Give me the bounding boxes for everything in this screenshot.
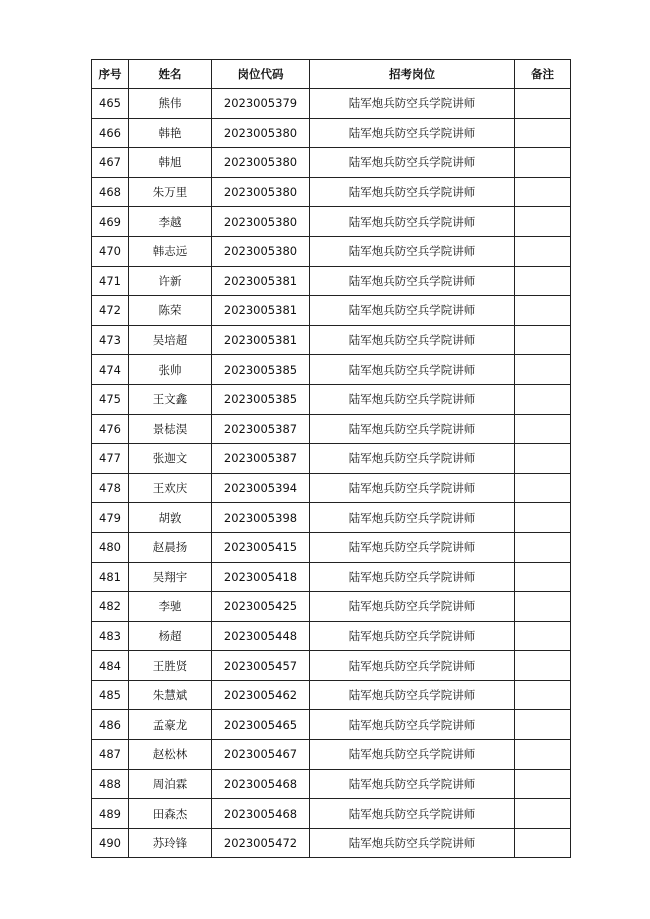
cell-recruitment-position: 陆军炮兵防空兵学院讲师: [310, 651, 515, 681]
cell-recruitment-position: 陆军炮兵防空兵学院讲师: [310, 592, 515, 622]
cell-name: 李驰: [129, 592, 212, 622]
cell-serial-number: 485: [92, 680, 129, 710]
cell-position-code: 2023005467: [212, 740, 310, 770]
cell-serial-number: 469: [92, 207, 129, 237]
table-row: [92, 384, 571, 414]
cell-serial-number: 471: [92, 266, 129, 296]
cell-position-code: 2023005472: [212, 828, 310, 858]
cell-serial-number: 490: [92, 828, 129, 858]
cell-remarks: [515, 266, 571, 296]
cell-recruitment-position: 陆军炮兵防空兵学院讲师: [310, 355, 515, 385]
cell-remarks: [515, 89, 571, 119]
table-row: [92, 621, 571, 651]
cell-serial-number: 475: [92, 384, 129, 414]
cell-name: 田森杰: [129, 799, 212, 829]
cell-name: 许新: [129, 266, 212, 296]
cell-remarks: [515, 207, 571, 237]
cell-name: 张迦文: [129, 444, 212, 474]
cell-name: 吴翔宇: [129, 562, 212, 592]
cell-serial-number: 480: [92, 532, 129, 562]
table-row: [92, 266, 571, 296]
cell-recruitment-position: 陆军炮兵防空兵学院讲师: [310, 532, 515, 562]
cell-serial-number: 467: [92, 148, 129, 178]
table-row: [92, 769, 571, 799]
table-row: [92, 740, 571, 770]
cell-name: 赵晨扬: [129, 532, 212, 562]
cell-serial-number: 477: [92, 444, 129, 474]
cell-remarks: [515, 799, 571, 829]
cell-position-code: 2023005387: [212, 414, 310, 444]
cell-serial-number: 479: [92, 503, 129, 533]
cell-recruitment-position: 陆军炮兵防空兵学院讲师: [310, 207, 515, 237]
cell-position-code: 2023005398: [212, 503, 310, 533]
table-row: [92, 207, 571, 237]
cell-remarks: [515, 503, 571, 533]
cell-recruitment-position: 陆军炮兵防空兵学院讲师: [310, 414, 515, 444]
cell-name: 朱慧斌: [129, 680, 212, 710]
header-recruitment-position: 招考岗位: [310, 60, 515, 89]
cell-position-code: 2023005380: [212, 148, 310, 178]
table-row: [92, 296, 571, 326]
cell-position-code: 2023005457: [212, 651, 310, 681]
cell-name: 周泊霖: [129, 769, 212, 799]
cell-name: 朱万里: [129, 177, 212, 207]
table-row: [92, 444, 571, 474]
cell-position-code: 2023005468: [212, 799, 310, 829]
cell-recruitment-position: 陆军炮兵防空兵学院讲师: [310, 621, 515, 651]
table-body: [92, 89, 571, 858]
cell-position-code: 2023005418: [212, 562, 310, 592]
cell-remarks: [515, 592, 571, 622]
cell-position-code: 2023005380: [212, 207, 310, 237]
header-name: 姓名: [129, 60, 212, 89]
cell-name: 王欢庆: [129, 473, 212, 503]
cell-position-code: 2023005381: [212, 296, 310, 326]
cell-position-code: 2023005379: [212, 89, 310, 119]
cell-position-code: 2023005380: [212, 177, 310, 207]
cell-remarks: [515, 444, 571, 474]
table-row: [92, 562, 571, 592]
cell-name: 韩艳: [129, 118, 212, 148]
cell-recruitment-position: 陆军炮兵防空兵学院讲师: [310, 384, 515, 414]
cell-name: 韩旭: [129, 148, 212, 178]
cell-remarks: [515, 651, 571, 681]
cell-serial-number: 488: [92, 769, 129, 799]
cell-remarks: [515, 710, 571, 740]
cell-serial-number: 468: [92, 177, 129, 207]
cell-remarks: [515, 296, 571, 326]
cell-recruitment-position: 陆军炮兵防空兵学院讲师: [310, 562, 515, 592]
cell-recruitment-position: 陆军炮兵防空兵学院讲师: [310, 680, 515, 710]
cell-name: 苏玲锋: [129, 828, 212, 858]
cell-remarks: [515, 828, 571, 858]
cell-serial-number: 484: [92, 651, 129, 681]
cell-position-code: 2023005381: [212, 266, 310, 296]
table-row: [92, 680, 571, 710]
cell-serial-number: 487: [92, 740, 129, 770]
cell-serial-number: 472: [92, 296, 129, 326]
header-remarks: 备注: [515, 60, 571, 89]
table-row: [92, 118, 571, 148]
cell-name: 王胜贤: [129, 651, 212, 681]
cell-remarks: [515, 532, 571, 562]
cell-position-code: 2023005468: [212, 769, 310, 799]
cell-position-code: 2023005448: [212, 621, 310, 651]
cell-recruitment-position: 陆军炮兵防空兵学院讲师: [310, 444, 515, 474]
cell-recruitment-position: 陆军炮兵防空兵学院讲师: [310, 769, 515, 799]
cell-recruitment-position: 陆军炮兵防空兵学院讲师: [310, 89, 515, 119]
table-row: [92, 473, 571, 503]
cell-serial-number: 465: [92, 89, 129, 119]
cell-name: 胡敦: [129, 503, 212, 533]
cell-remarks: [515, 236, 571, 266]
cell-position-code: 2023005415: [212, 532, 310, 562]
cell-remarks: [515, 621, 571, 651]
cell-position-code: 2023005385: [212, 384, 310, 414]
cell-recruitment-position: 陆军炮兵防空兵学院讲师: [310, 799, 515, 829]
cell-recruitment-position: 陆军炮兵防空兵学院讲师: [310, 828, 515, 858]
table-row: [92, 414, 571, 444]
cell-remarks: [515, 148, 571, 178]
table-row: [92, 148, 571, 178]
cell-recruitment-position: 陆军炮兵防空兵学院讲师: [310, 118, 515, 148]
table-row: [92, 355, 571, 385]
cell-name: 吴培超: [129, 325, 212, 355]
cell-serial-number: 474: [92, 355, 129, 385]
cell-recruitment-position: 陆军炮兵防空兵学院讲师: [310, 473, 515, 503]
cell-position-code: 2023005394: [212, 473, 310, 503]
cell-serial-number: 476: [92, 414, 129, 444]
header-serial-number: 序号: [92, 60, 129, 89]
table-row: [92, 710, 571, 740]
cell-name: 张帅: [129, 355, 212, 385]
cell-serial-number: 483: [92, 621, 129, 651]
cell-recruitment-position: 陆军炮兵防空兵学院讲师: [310, 325, 515, 355]
table-row: [92, 799, 571, 829]
cell-remarks: [515, 355, 571, 385]
cell-remarks: [515, 325, 571, 355]
table-row: [92, 236, 571, 266]
cell-serial-number: 478: [92, 473, 129, 503]
cell-recruitment-position: 陆军炮兵防空兵学院讲师: [310, 296, 515, 326]
cell-position-code: 2023005385: [212, 355, 310, 385]
cell-recruitment-position: 陆军炮兵防空兵学院讲师: [310, 710, 515, 740]
cell-name: 孟豪龙: [129, 710, 212, 740]
cell-name: 陈荣: [129, 296, 212, 326]
table-row: [92, 592, 571, 622]
cell-recruitment-position: 陆军炮兵防空兵学院讲师: [310, 177, 515, 207]
table-row: [92, 532, 571, 562]
table-row: [92, 325, 571, 355]
cell-serial-number: 470: [92, 236, 129, 266]
cell-recruitment-position: 陆军炮兵防空兵学院讲师: [310, 266, 515, 296]
cell-position-code: 2023005380: [212, 118, 310, 148]
cell-serial-number: 481: [92, 562, 129, 592]
table-header: [92, 60, 571, 89]
cell-remarks: [515, 384, 571, 414]
cell-position-code: 2023005462: [212, 680, 310, 710]
cell-name: 韩志远: [129, 236, 212, 266]
cell-remarks: [515, 177, 571, 207]
cell-remarks: [515, 769, 571, 799]
header-position-code: 岗位代码: [212, 60, 310, 89]
cell-name: 杨超: [129, 621, 212, 651]
cell-serial-number: 489: [92, 799, 129, 829]
cell-position-code: 2023005387: [212, 444, 310, 474]
cell-serial-number: 486: [92, 710, 129, 740]
cell-name: 景梽淏: [129, 414, 212, 444]
table-row: [92, 828, 571, 858]
cell-remarks: [515, 473, 571, 503]
cell-serial-number: 482: [92, 592, 129, 622]
cell-remarks: [515, 414, 571, 444]
cell-remarks: [515, 740, 571, 770]
cell-name: 赵松林: [129, 740, 212, 770]
table-row: [92, 651, 571, 681]
cell-serial-number: 466: [92, 118, 129, 148]
cell-remarks: [515, 680, 571, 710]
cell-remarks: [515, 562, 571, 592]
cell-serial-number: 473: [92, 325, 129, 355]
cell-name: 李越: [129, 207, 212, 237]
cell-recruitment-position: 陆军炮兵防空兵学院讲师: [310, 740, 515, 770]
cell-recruitment-position: 陆军炮兵防空兵学院讲师: [310, 236, 515, 266]
cell-position-code: 2023005380: [212, 236, 310, 266]
table-row: [92, 503, 571, 533]
cell-recruitment-position: 陆军炮兵防空兵学院讲师: [310, 503, 515, 533]
cell-position-code: 2023005425: [212, 592, 310, 622]
cell-remarks: [515, 118, 571, 148]
cell-name: 王文鑫: [129, 384, 212, 414]
roster-table: [91, 59, 571, 858]
cell-recruitment-position: 陆军炮兵防空兵学院讲师: [310, 148, 515, 178]
header-row: [92, 60, 571, 89]
table-row: [92, 177, 571, 207]
cell-name: 熊伟: [129, 89, 212, 119]
cell-position-code: 2023005465: [212, 710, 310, 740]
cell-position-code: 2023005381: [212, 325, 310, 355]
table-row: [92, 89, 571, 119]
